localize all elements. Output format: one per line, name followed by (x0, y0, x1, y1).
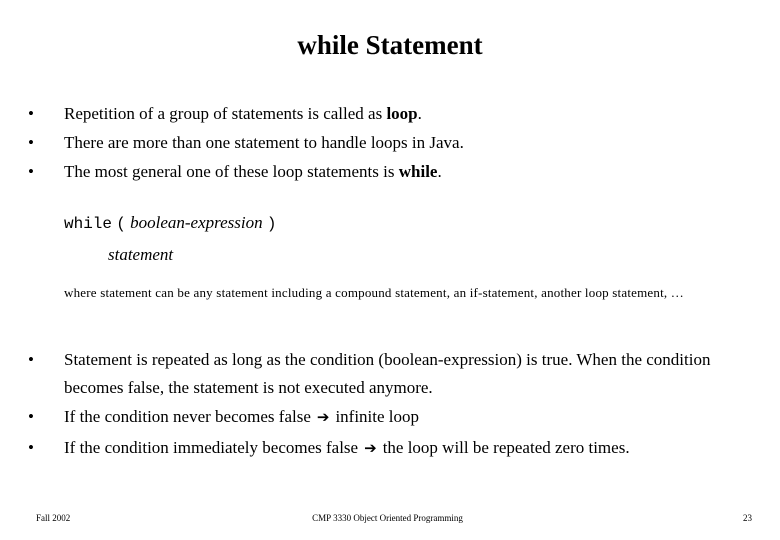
bullet-text: If the condition immediately becomes false (64, 438, 359, 457)
list-item (28, 99, 464, 128)
intro-bullet-list (28, 99, 464, 186)
bullet-icon: • (28, 104, 34, 123)
slide-title: while Statement (297, 30, 483, 60)
list-item (28, 402, 748, 433)
bullet-text-end: . (437, 162, 442, 181)
list-item (28, 157, 464, 186)
bullet-text: Repetition of a group of statements is called as (64, 104, 387, 123)
bullet-icon: • (28, 407, 34, 426)
syntax-close-paren: ) (266, 215, 277, 233)
footer-date: Fall 2002 (36, 513, 71, 523)
list-item (28, 346, 748, 402)
syntax-note: where statement can be any statement including a compound statement, an if-statement, another loop statement, … (64, 285, 685, 300)
bullet-text: The most general one of these loop statements is (64, 162, 399, 181)
syntax-open-paren: ( (116, 215, 126, 233)
bullet-text-end: . (417, 104, 422, 123)
bullet-bold-term: while (398, 162, 438, 181)
footer-page-number: 23 (743, 513, 752, 523)
bullet-text: Statement is repeated as long as the condition (boolean-expression) is true. When the condition becomes false, the statement is not executed anymore. (64, 350, 711, 397)
bullet-text-end: infinite loop (335, 407, 420, 426)
syntax-expression: boolean-expression (130, 213, 263, 232)
bullet-icon: • (28, 350, 34, 369)
syntax-keyword: while (64, 215, 113, 233)
bullet-bold-term: loop (386, 104, 418, 123)
footer-course: CMP 3330 Object Oriented Programming (312, 513, 463, 523)
bullet-icon: • (28, 438, 34, 457)
list-item (28, 433, 748, 464)
bullet-text: If the condition never becomes false (64, 407, 311, 426)
bullet-icon: • (28, 133, 34, 152)
arrow-right-icon: ➔ (316, 410, 330, 426)
syntax-statement: statement (108, 245, 174, 264)
bullet-text: There are more than one statement to handle loops in Java. (64, 133, 464, 152)
bullet-text-end: the loop will be repeated zero times. (382, 438, 630, 457)
arrow-right-icon: ➔ (364, 441, 377, 457)
detail-bullet-list (28, 346, 748, 464)
syntax-line (64, 213, 277, 233)
list-item (28, 128, 464, 157)
bullet-icon: • (28, 162, 34, 181)
